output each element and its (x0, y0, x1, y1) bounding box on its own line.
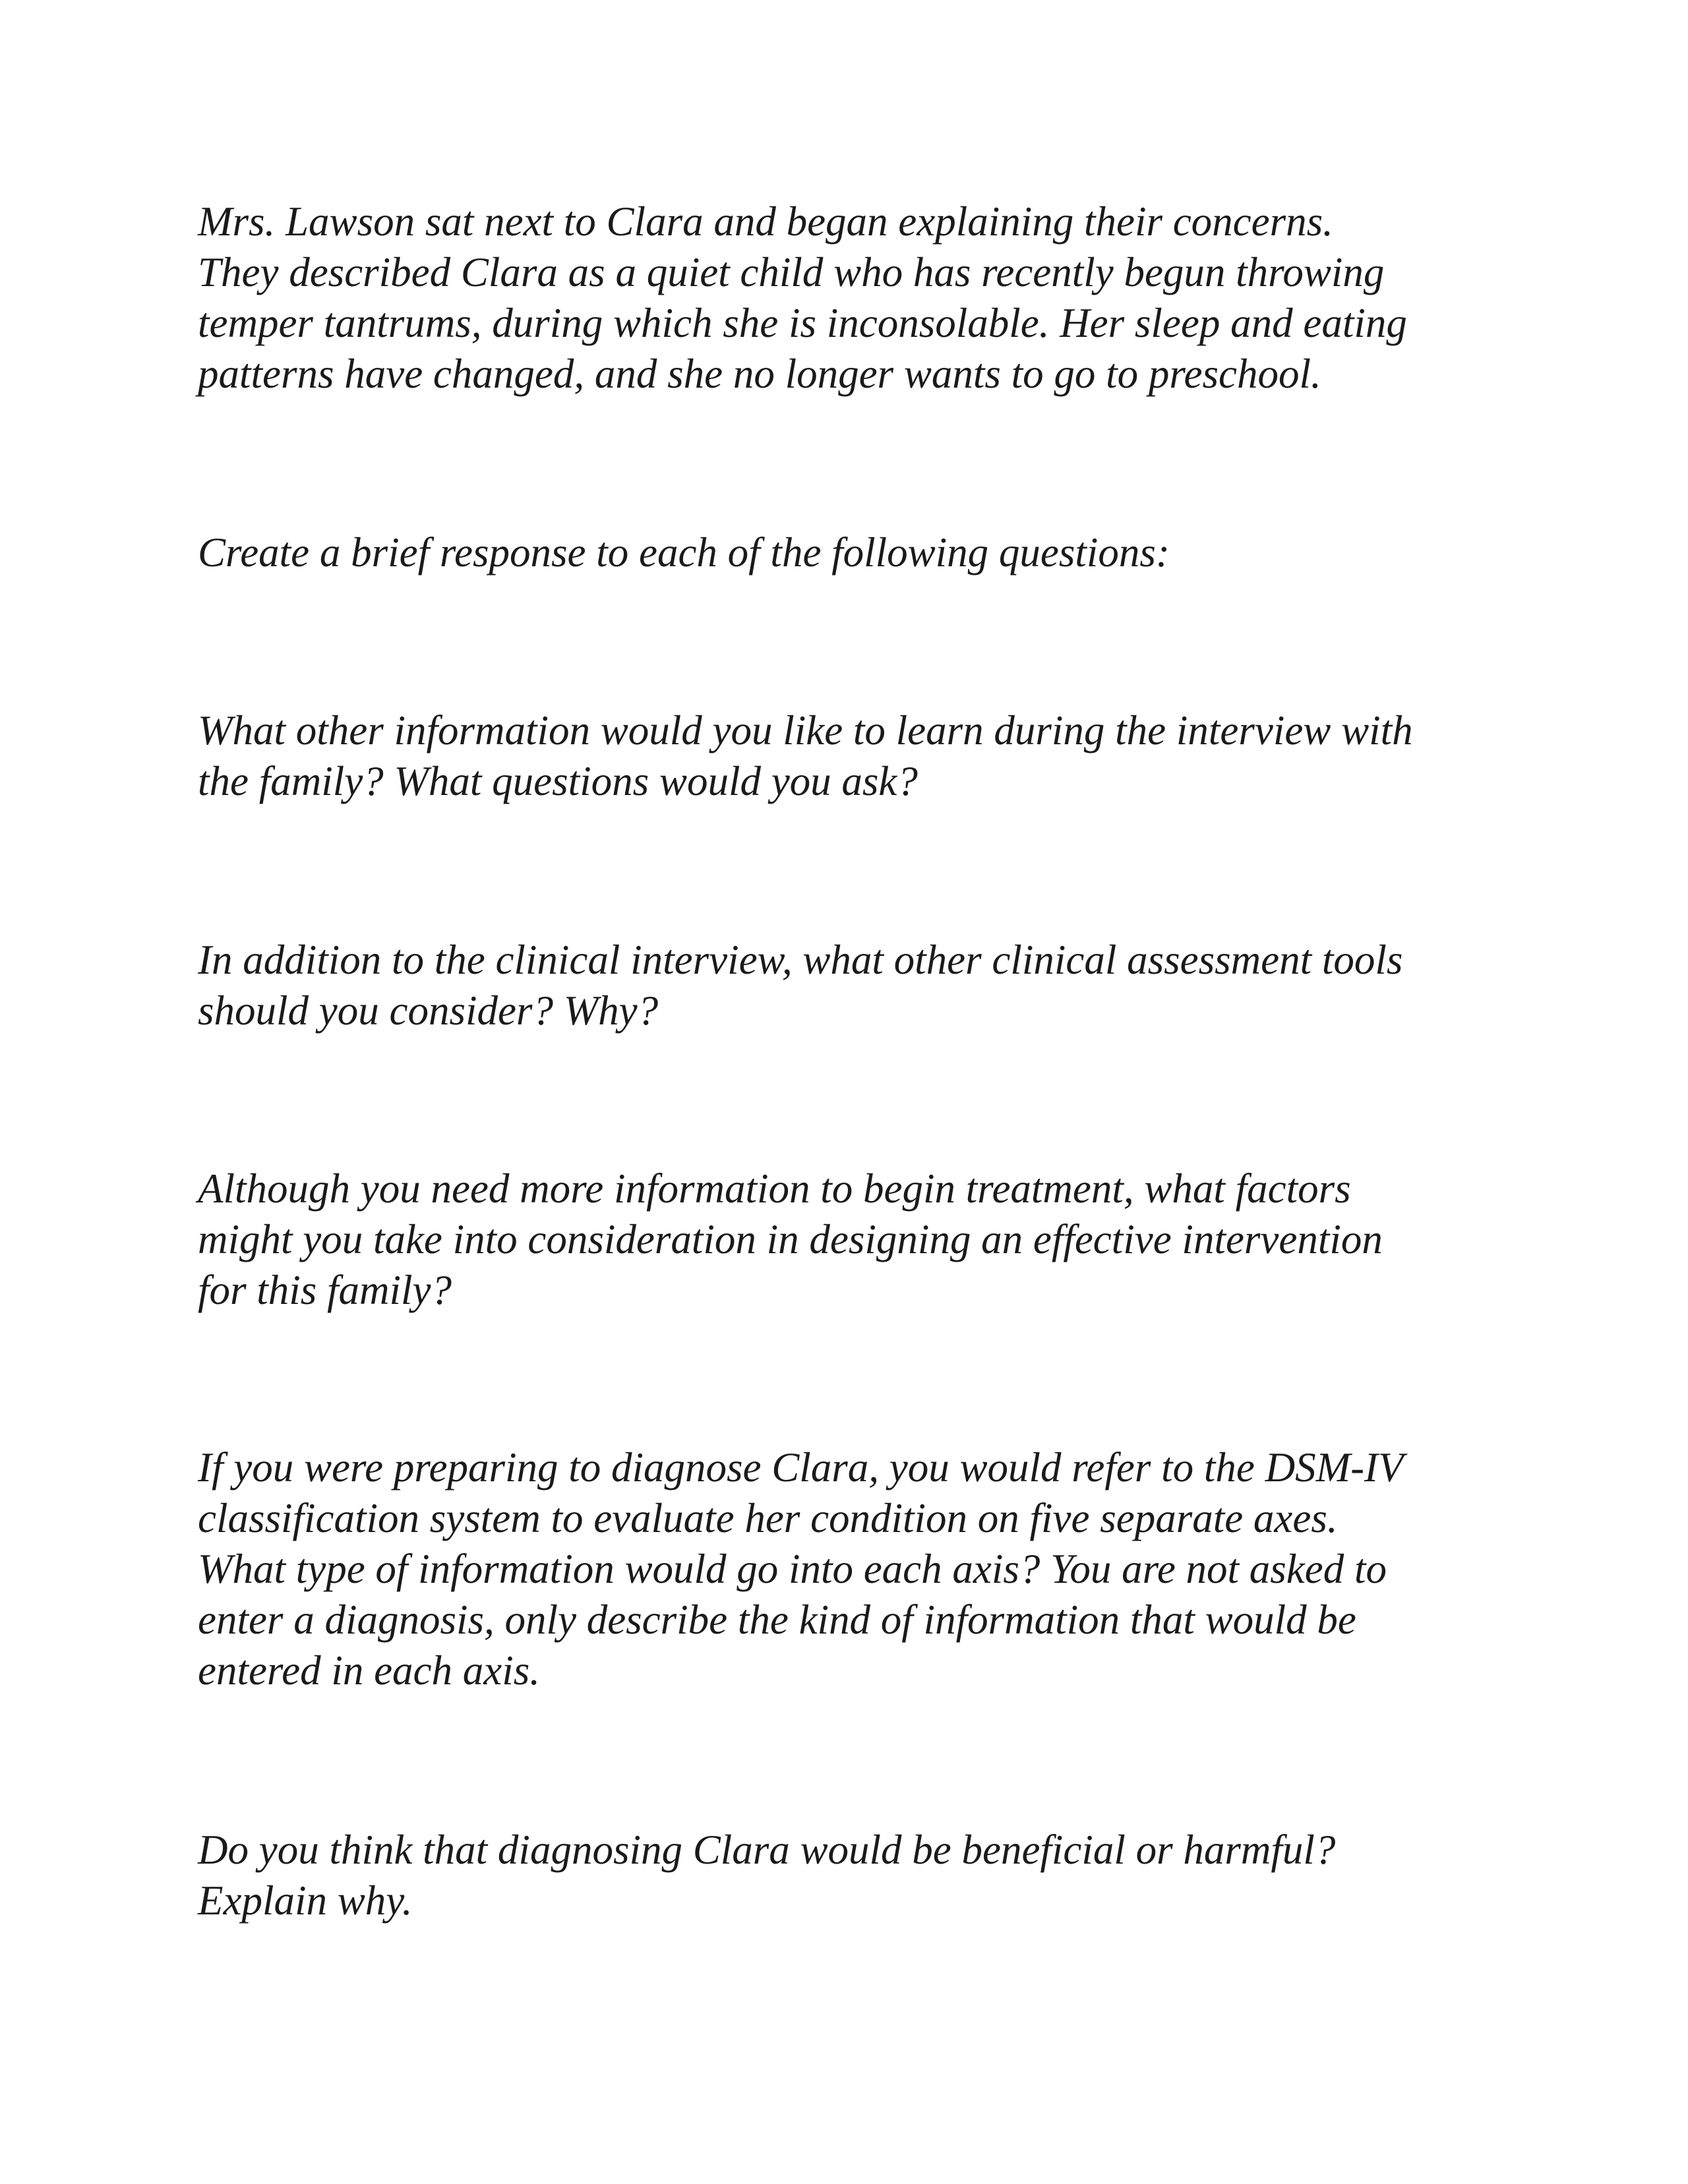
question-line: Although you need more information to begin treatment, what factors (198, 1166, 1351, 1212)
intro-paragraph (198, 196, 1517, 399)
question-line: should you consider? Why? (198, 988, 659, 1034)
question-4 (198, 1442, 1517, 1696)
question-line: Do you think that diagnosing Clara would be beneficial or harmful? (198, 1827, 1336, 1873)
question-2 (198, 935, 1517, 1036)
question-line: What other information would you like to learn during the interview with (198, 707, 1413, 753)
question-line: Explain why. (198, 1877, 413, 1924)
instruction-paragraph (198, 527, 1517, 578)
instruction-line: Create a brief response to each of the following questions: (198, 529, 1170, 576)
question-line: classification system to evaluate her condition on five separate axes. (198, 1495, 1338, 1541)
question-line: enter a diagnosis, only describe the kind of information that would be (198, 1597, 1356, 1643)
question-line: for this family? (198, 1267, 452, 1313)
intro-line: patterns have changed, and she no longer wants to go to preschool. (198, 351, 1321, 397)
question-line: In addition to the clinical interview, what other clinical assessment tools (198, 937, 1403, 983)
intro-line: temper tantrums, during which she is inconsolable. Her sleep and eating (198, 300, 1407, 346)
question-line: entered in each axis. (198, 1647, 540, 1694)
question-3 (198, 1164, 1517, 1316)
question-1 (198, 705, 1517, 807)
question-line: If you were preparing to diagnose Clara, you would refer to the DSM-IV (198, 1444, 1404, 1490)
question-5 (198, 1825, 1517, 1926)
intro-line: Mrs. Lawson sat next to Clara and began explaining their concerns. (198, 198, 1333, 245)
question-line: What type of information would go into each axis? You are not asked to (198, 1546, 1387, 1592)
intro-line: They described Clara as a quiet child who has recently begun throwing (198, 249, 1385, 295)
question-line: might you take into consideration in designing an effective intervention (198, 1216, 1383, 1262)
question-line: the family? What questions would you ask? (198, 758, 918, 804)
